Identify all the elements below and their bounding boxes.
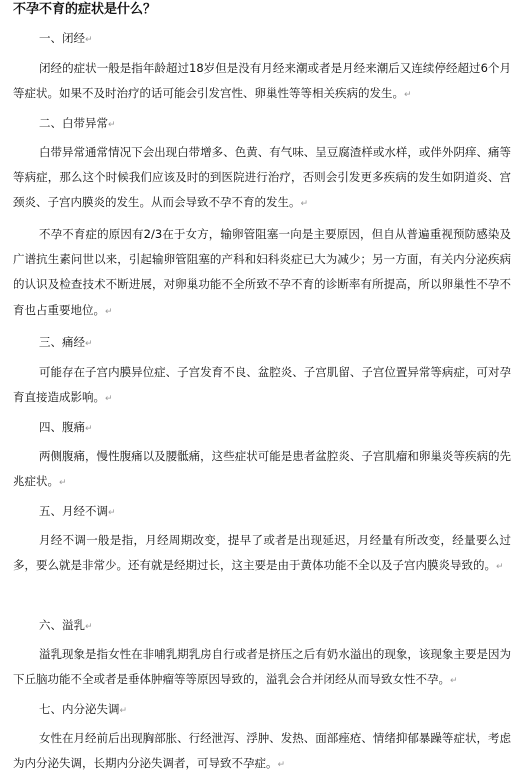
section-2-paragraph-1: 白带异常通常情况下会出现白带增多、色黄、有气味、呈豆腐渣样或水样，或伴外阴痒、痛等等病症，那么这个时候我们应该及时的到医院进行治疗，否则会引发更多疾病的发生如阴道炎、宫颈炎、子宫内膜炎的发生。从而会导致不孕不育的发生。↵ xyxy=(13,145,511,210)
section-heading-7: 七、内分泌失调↵ xyxy=(39,702,128,716)
section-5-paragraph-1: 月经不调一般是指，月经周期改变，提早了或者是出现延迟，月经量有所改变，经量要么过多，要么就是非常少。还有就是经期过长，这主要是由于黄体功能不全以及子宫内膜炎导致的。↵ xyxy=(13,533,511,573)
section-6-paragraph-1: 溢乳现象是指女性在非哺乳期乳房自行或者是挤压之后有奶水溢出的现象，该现象主要是因为下丘脑功能不全或者是垂体肿瘤等等原因导致的，溢乳会合并闭经从而导致女性不孕。↵ xyxy=(13,647,511,687)
paragraph-mark: ↵ xyxy=(108,508,116,518)
paragraph-mark: ↵ xyxy=(300,199,309,210)
section-4-paragraph-1: 两侧腹痛，慢性腹痛以及腰骶痛，这些症状可能是患者盆腔炎、子宫肌瘤和卵巢炎等疾病的先兆症状。↵ xyxy=(13,449,511,489)
section-heading-6: 六、溢乳↵ xyxy=(39,618,93,632)
document-title-text: 不孕不育的症状是什么？ xyxy=(13,2,157,17)
paragraph-mark: ↵ xyxy=(119,706,128,716)
paragraph-mark: ↵ xyxy=(85,35,93,45)
section-heading-5: 五、月经不调↵ xyxy=(39,504,116,518)
paragraph-mark: ↵ xyxy=(450,676,458,687)
paragraph-mark: ↵ xyxy=(85,622,93,632)
section-3-paragraph-1: 可能存在子宫内膜异位症、子宫发育不良、盆腔炎、子宫肌留、子宫位置异常等病症，可对孕育直接造成影响。↵ xyxy=(13,365,511,405)
section-7-paragraph-1: 女性在月经前后出现胸部胀、行经泄泻、浮肿、发热、面部痤疮、情绪抑郁暴躁等症状，考虑为内分泌失调，长期内分泌失调者，可导致不孕症。↵ xyxy=(13,731,511,771)
paragraph-mark: ↵ xyxy=(85,339,93,349)
section-2-paragraph-2: 不孕不育症的原因有2/3在于女方，输卵管阻塞一向是主要原因，但自从普遍重视预防感染及广谱抗生素问世以来，引起输卵管阻塞的产科和妇科炎症已大为减少；另一方面，有关内分泌疾病的认识及检查技术不断进展，对卵巢功能不全所致不孕不育的诊断率有所提高，所以卵巢性不孕不育也占重要地位。↵ xyxy=(13,227,511,317)
paragraph-mark: ↵ xyxy=(404,90,412,101)
section-heading-2: 二、白带异常↵ xyxy=(39,116,116,130)
section-heading-4: 四、腹痛↵ xyxy=(39,420,93,434)
section-heading-1: 一、闭经↵ xyxy=(39,31,93,45)
paragraph-mark: ↵ xyxy=(277,760,286,771)
section-1-paragraph-1: 闭经的症状一般是指年龄超过18岁但是没有月经来潮或者是月经来潮后又连续停经超过6个月等症状。如果不及时治疗的话可能会引发宫性、卵巢性等等相关疾病的发生。↵ xyxy=(13,61,511,101)
paragraph-mark: ↵ xyxy=(105,306,113,317)
paragraph-mark: ↵ xyxy=(108,120,116,130)
paragraph-mark: ↵ xyxy=(496,562,504,573)
paragraph-mark: ↵ xyxy=(105,394,113,405)
paragraph-mark: ↵ xyxy=(59,478,67,489)
section-heading-3: 三、痛经↵ xyxy=(39,335,93,349)
paragraph-mark: ↵ xyxy=(85,424,93,434)
document-title xyxy=(13,1,156,19)
